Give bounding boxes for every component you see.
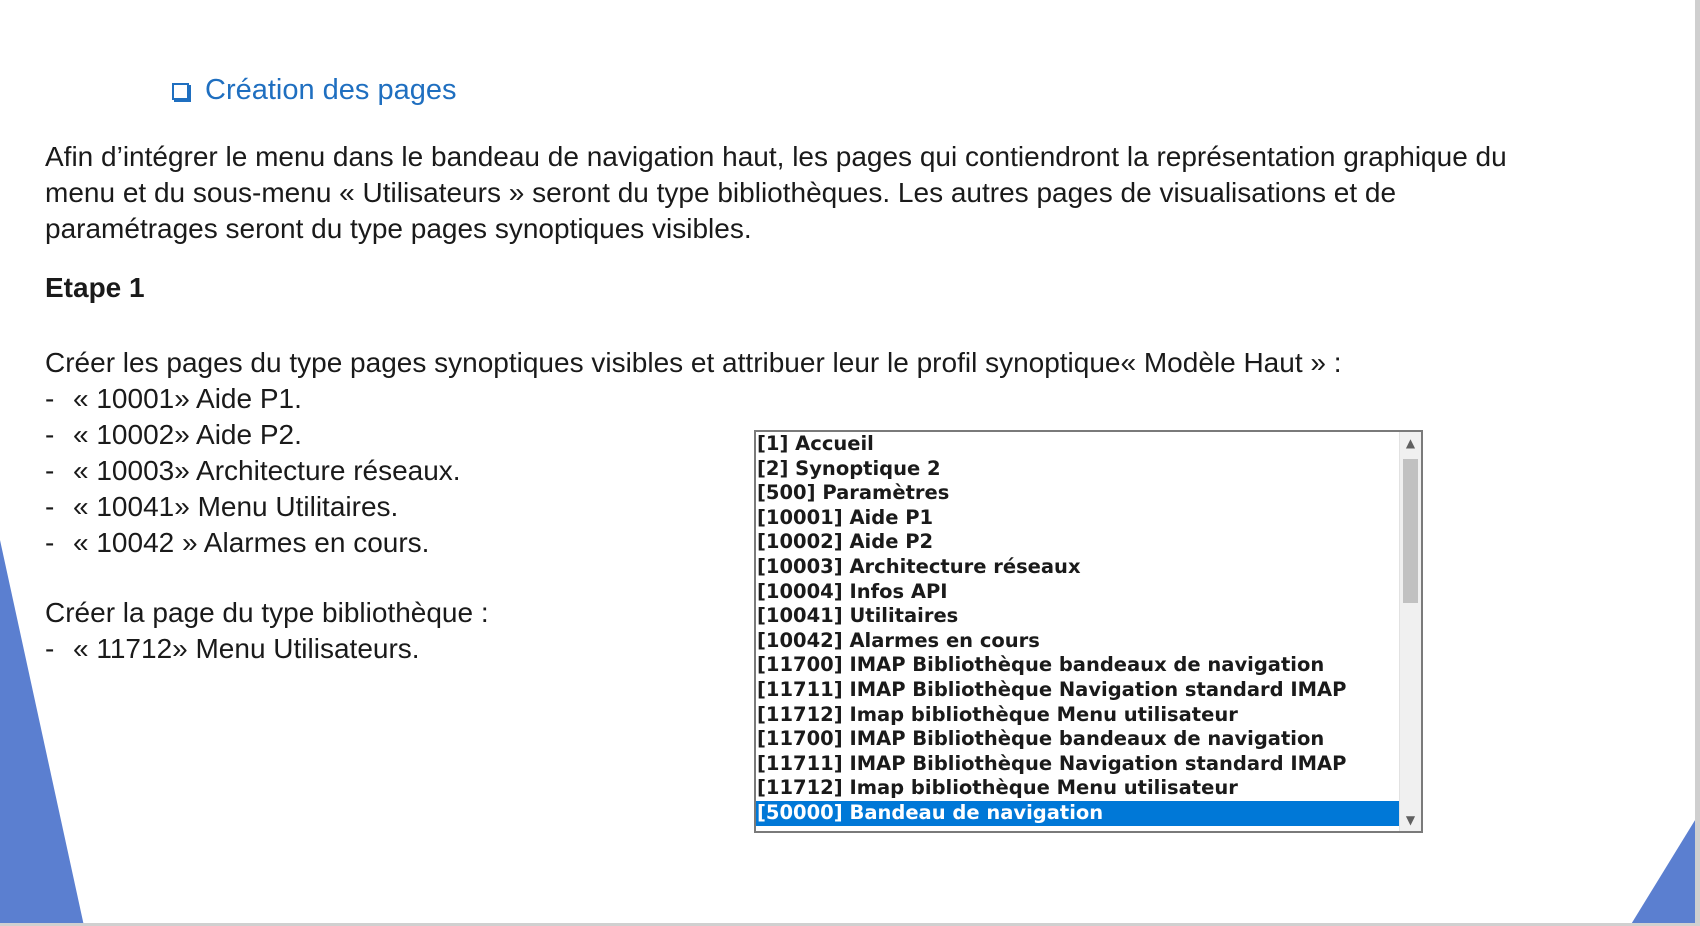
listbox-options bbox=[756, 432, 1403, 826]
bullet-dash: - bbox=[45, 419, 55, 450]
listbox-scrollbar[interactable] bbox=[1399, 432, 1421, 831]
bullet-dash: - bbox=[45, 633, 55, 664]
listbox-option[interactable]: [1] Accueil bbox=[757, 432, 874, 455]
listbox-option[interactable]: [10002] Aide P2 bbox=[757, 530, 934, 554]
listbox-option[interactable]: [11700] IMAP Bibliothèque bandeaux de navigation bbox=[757, 653, 1325, 677]
checkbox-icon bbox=[172, 83, 189, 100]
listbox-option[interactable]: [11711] IMAP Bibliothèque Navigation standard IMAP bbox=[757, 677, 1347, 701]
scroll-down-arrow-icon[interactable]: ▼ bbox=[1405, 813, 1416, 827]
listbox-option[interactable]: [11712] Imap bibliothèque Menu utilisateur bbox=[757, 776, 1238, 800]
list-item bbox=[45, 631, 489, 667]
listbox-option[interactable]: [11712] Imap bibliothèque Menu utilisateur bbox=[757, 702, 1238, 726]
bullet-dash: - bbox=[45, 491, 55, 522]
bullet-dash: - bbox=[45, 383, 55, 414]
list-item-text: « 10041» Menu Utilitaires. bbox=[73, 491, 399, 522]
intro-line: Afin d’intégrer le menu dans le bandeau de navigation haut, les pages qui contiendront la représentation graphique du bbox=[45, 141, 1507, 172]
listbox-option-selected[interactable]: [50000] Bandeau de navigation bbox=[756, 801, 1403, 826]
synoptic-instruction: Créer les pages du type pages synoptiques visibles et attribuer leur le profil synoptique« Modèle Haut » : bbox=[45, 347, 1342, 378]
intro-paragraph bbox=[45, 139, 1665, 247]
list-item-text: « 11712» Menu Utilisateurs. bbox=[73, 633, 420, 664]
library-pages-block bbox=[45, 595, 489, 667]
bullet-dash: - bbox=[45, 527, 55, 558]
library-instruction: Créer la page du type bibliothèque : bbox=[45, 597, 489, 628]
listbox-option[interactable]: [10001] Aide P1 bbox=[757, 505, 934, 529]
page-listbox[interactable] bbox=[754, 430, 1423, 833]
scroll-up-arrow-icon[interactable]: ▲ bbox=[1405, 436, 1416, 450]
list-item-text: « 10001» Aide P1. bbox=[73, 383, 302, 414]
list-item-text: « 10002» Aide P2. bbox=[73, 419, 302, 450]
listbox-option[interactable]: [500] Paramètres bbox=[757, 481, 950, 505]
listbox-option[interactable]: [11700] IMAP Bibliothèque bandeaux de navigation bbox=[757, 727, 1325, 751]
slide-right-border bbox=[1695, 0, 1700, 926]
listbox-option[interactable]: [10004] Infos API bbox=[757, 579, 948, 603]
list-item bbox=[45, 381, 1342, 417]
right-decoration-shape bbox=[1630, 812, 1700, 926]
bullet-dash: - bbox=[45, 455, 55, 486]
scroll-thumb[interactable] bbox=[1403, 459, 1418, 603]
listbox-option[interactable]: [11711] IMAP Bibliothèque Navigation standard IMAP bbox=[757, 751, 1347, 775]
listbox-option[interactable]: [10003] Architecture réseaux bbox=[757, 554, 1081, 578]
intro-line: menu et du sous-menu « Utilisateurs » seront du type bibliothèques. Les autres pages de visualisations et de bbox=[45, 177, 1397, 208]
step-title: Etape 1 bbox=[45, 272, 145, 303]
section-heading-text: Création des pages bbox=[205, 74, 457, 106]
listbox-option[interactable]: [10042] Alarmes en cours bbox=[757, 628, 1040, 652]
section-heading bbox=[172, 74, 457, 107]
listbox-option[interactable]: [2] Synoptique 2 bbox=[757, 456, 941, 480]
list-item-text: « 10042 » Alarmes en cours. bbox=[73, 527, 430, 558]
intro-line: paramétrages seront du type pages synoptiques visibles. bbox=[45, 213, 752, 244]
listbox-option[interactable]: [10041] Utilitaires bbox=[757, 604, 959, 628]
list-item-text: « 10003» Architecture réseaux. bbox=[73, 455, 461, 486]
